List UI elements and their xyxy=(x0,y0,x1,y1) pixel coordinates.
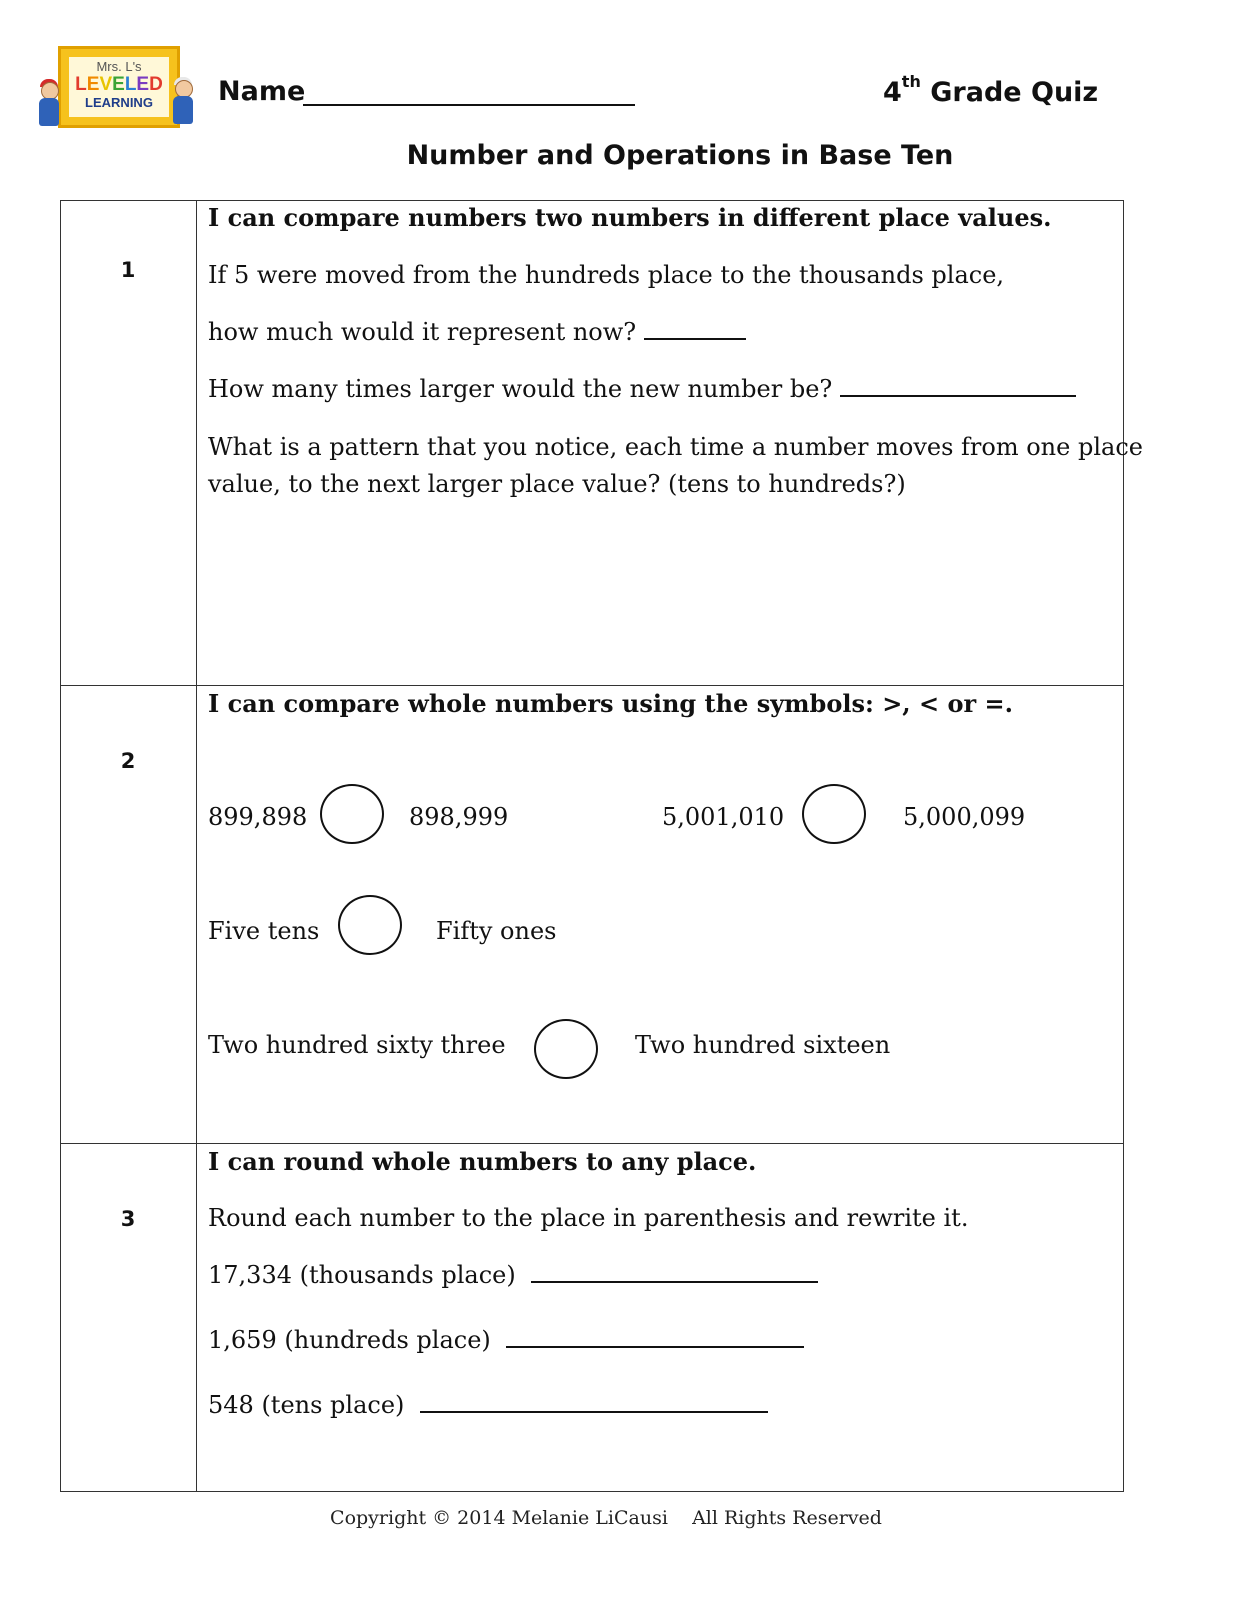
logo-line-3: LEARNING xyxy=(85,95,153,110)
q1-line-1: If 5 were moved from the hundreds place to the thousands place, xyxy=(208,261,1005,289)
q2-pair-2-right: 5,000,099 xyxy=(903,803,1026,831)
question-number-3: 3 xyxy=(120,1207,136,1231)
q2-answer-circle-2[interactable] xyxy=(802,784,866,844)
logo-line-2: LEVELED xyxy=(75,74,163,95)
q3-item-3: 548 (tens place) xyxy=(208,1387,768,1424)
q2-pair-1-right: 898,999 xyxy=(409,803,509,831)
q2-pair-4-right: Two hundred sixteen xyxy=(635,1031,891,1059)
q3-answer-blank-1[interactable] xyxy=(531,1280,818,1283)
q2-pair-3-right: Fifty ones xyxy=(436,917,557,945)
q2-answer-circle-4[interactable] xyxy=(534,1019,598,1079)
question-number-2: 2 xyxy=(120,749,136,773)
name-field[interactable] xyxy=(303,104,635,106)
q3-answer-blank-3[interactable] xyxy=(420,1410,768,1413)
q2-pair-1-left: 899,898 xyxy=(208,803,308,831)
q2-pair-3-left: Five tens xyxy=(208,917,320,945)
q1-line-4b: value, to the next larger place value? (tens to hundreds?) xyxy=(208,470,906,498)
q3-item-2: 1,659 (hundreds place) xyxy=(208,1322,804,1359)
quiz-subtitle: Number and Operations in Base Ten xyxy=(406,140,954,171)
q2-answer-circle-3[interactable] xyxy=(338,895,402,955)
name-label: Name xyxy=(218,76,306,107)
q3-item-1: 17,334 (thousands place) xyxy=(208,1257,818,1294)
copyright-footer: Copyright © 2014 Melanie LiCausi All Rights Reserved xyxy=(330,1507,882,1529)
q1-answer-blank-1[interactable] xyxy=(644,337,746,340)
q2-answer-circle-1[interactable] xyxy=(320,784,384,844)
q2-pair-2-left: 5,001,010 xyxy=(662,803,785,831)
q1-heading: I can compare numbers two numbers in different place values. xyxy=(208,203,1052,232)
q1-line-3: How many times larger would the new number be? xyxy=(208,371,1076,408)
logo-line-1: Mrs. L's xyxy=(96,59,142,74)
logo-kid-left-illustration xyxy=(38,82,60,128)
logo xyxy=(58,46,180,128)
q3-heading: I can round whole numbers to any place. xyxy=(208,1147,757,1176)
grade-title: 4th Grade Quiz xyxy=(883,72,1099,108)
q2-pair-4-left: Two hundred sixty three xyxy=(208,1031,506,1059)
q3-answer-blank-2[interactable] xyxy=(506,1345,804,1348)
q1-line-2: how much would it represent now? xyxy=(208,314,746,351)
q1-answer-blank-2[interactable] xyxy=(840,394,1076,397)
logo-kid-right-illustration xyxy=(172,80,194,126)
q1-line-4a: What is a pattern that you notice, each time a number moves from one place xyxy=(208,433,1143,461)
q2-heading: I can compare whole numbers using the symbols: >, < or =. xyxy=(208,689,1013,718)
column-divider xyxy=(196,200,197,1492)
question-number-1: 1 xyxy=(120,258,136,282)
logo-text-block xyxy=(69,57,169,117)
q3-instruction: Round each number to the place in parenthesis and rewrite it. xyxy=(208,1204,969,1232)
